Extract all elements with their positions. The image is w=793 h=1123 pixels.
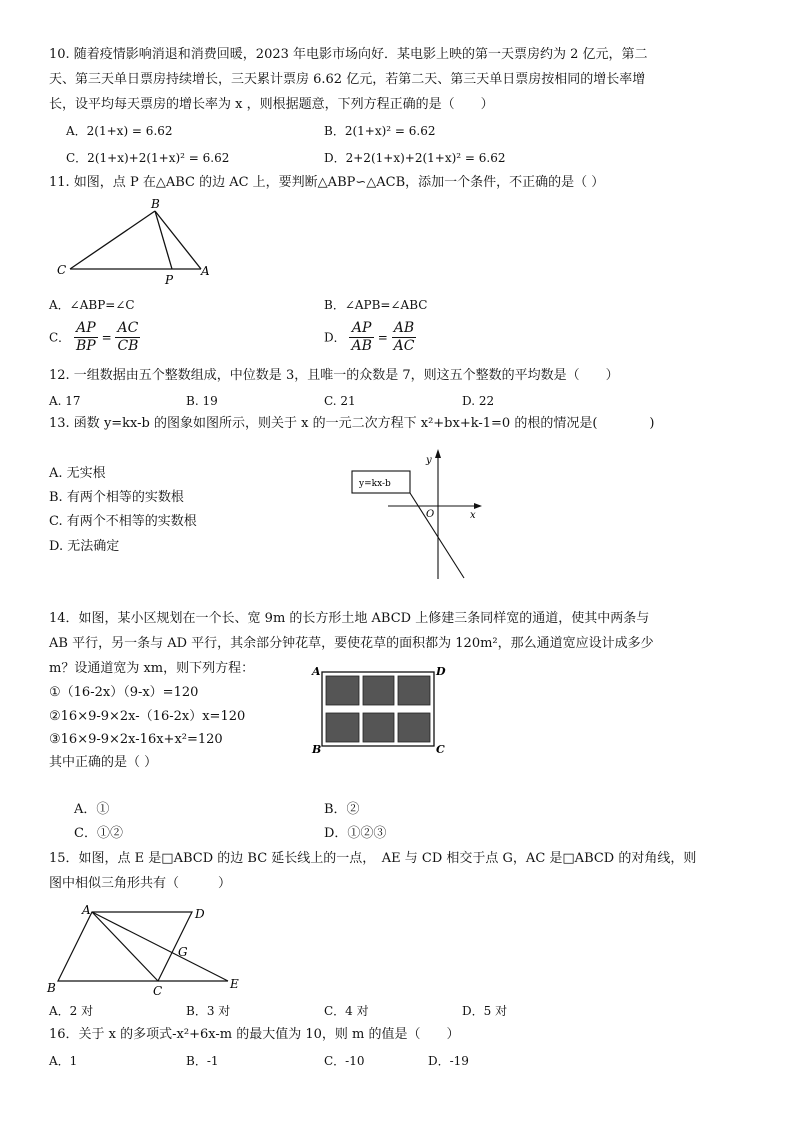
q11-option-d-fraction-2: $\frac{AB}{AC}$ [393, 320, 415, 354]
q11-option-b: B．∠APB=∠ABC [324, 298, 428, 312]
q15-label-g: G [178, 945, 188, 959]
q10-option-a: A．2(1+x) = 6.62 [66, 124, 173, 138]
q15-label-a: A [82, 903, 91, 917]
q13-graph-figure [348, 447, 488, 583]
q14-option-a: A．① [74, 802, 110, 817]
q10-option-c: C．2(1+x)+2(1+x)² = 6.62 [66, 151, 230, 165]
q12-stem: 12. 一组数据由五个整数组成，中位数是 3，且唯一的众数是 7，则这五个整数的平均数是（ ） [49, 368, 619, 383]
q11-option-d-prefix: D． [324, 330, 346, 345]
q14-label-b: B [312, 743, 322, 756]
q16-option-c: C．-10 [324, 1054, 365, 1068]
q11-segment-bp [155, 211, 172, 269]
q13-axis-y-label: y [426, 455, 432, 466]
q16-stem: 16．关于 x 的多项式-x²+6x-m 的最大值为 10，则 m 的值是（ ） [49, 1027, 460, 1042]
q11-option-c: C． $\frac{AP}{BP}$ = $\frac{AC}{CB}$ [49, 320, 139, 354]
q12-option-d: D. 22 [462, 394, 495, 408]
q11-label-p: P [165, 273, 174, 287]
q13-axis-x-label: x [470, 510, 476, 521]
q14-line2: AB 平行，另一条与 AD 平行，其余部分钟花草，要使花草的面积都为 120m²，那么通道宽应设计成多少 [49, 636, 654, 651]
q13-graph-label: y=kx-b [359, 479, 391, 489]
q15-parallelogram-figure [44, 900, 256, 998]
q14-label-c: C [436, 743, 445, 756]
q14-label-d: D [436, 665, 446, 678]
q16-option-a: A．1 [49, 1054, 78, 1068]
q13-x-arrow [474, 503, 482, 509]
q15-segment-ae [92, 912, 228, 981]
q11-label-c: C [57, 263, 67, 277]
q13-option-c: C. 有两个不相等的实数根 [49, 514, 197, 529]
q10-line1: 10. 随着疫情影响消退和消费回暖，2023 年电影市场向好．某电影上映的第一天票房约为 2 亿元，第二 [49, 47, 648, 62]
q12-option-c: C. 21 [324, 394, 356, 408]
q11-label-a: A [201, 264, 210, 278]
q14-equation-3: ③16×9-9×2x-16x+x²=120 [49, 732, 223, 747]
q14-question: 其中正确的是（ ） [49, 755, 158, 770]
q13-origin-label: O [426, 509, 435, 520]
q15-line2: 图中相似三角形共有（ ） [49, 876, 232, 891]
q14-option-b: B．② [324, 802, 360, 817]
q16-option-d: D．-19 [428, 1054, 469, 1068]
q13-option-a: A. 无实根 [49, 466, 106, 481]
q15-label-e: E [230, 977, 239, 991]
q14-rectangle-figure [310, 662, 452, 758]
q14-line3: m？设通道宽为 xm，则下列方程： [49, 661, 255, 676]
q15-line1: 15．如图，点 E 是□ABCD 的边 BC 延长线上的一点， AE 与 CD 相交于点 G，AC 是□ABCD 的对角线，则 [49, 851, 697, 866]
q10-line2: 天、第三天单日票房持续增长，三天累计票房 6.62 亿元，若第二天、第三天单日票房按相同的增长率增 [49, 72, 646, 87]
q11-option-c-fraction-2: $\frac{AC}{CB}$ [117, 320, 139, 354]
q12-option-a: A. 17 [49, 394, 81, 408]
q10-option-d: D．2+2(1+x)+2(1+x)² = 6.62 [324, 151, 506, 165]
q15-option-a: A．2 对 [49, 1004, 94, 1018]
q14-label-a: A [312, 665, 321, 678]
q15-option-c: C．4 对 [324, 1004, 369, 1018]
q14-line1: 14．如图，某小区规划在一个长、宽 9m 的长方形土地 ABCD 上修建三条同样宽的通道，使其中两条与 [49, 611, 650, 626]
q14-equation-2: ②16×9-9×2x-（16-2x）x=120 [49, 709, 246, 724]
q15-label-d: D [195, 907, 205, 921]
q14-equation-1: ①（16-2x）（9-x）=120 [49, 685, 199, 700]
q11-option-a: A．∠ABP=∠C [49, 298, 135, 312]
q11-side-ba [155, 211, 201, 269]
q10-option-b: B．2(1+x)² = 6.62 [324, 124, 436, 138]
q11-option-c-fraction-1: $\frac{AP}{BP}$ [76, 320, 96, 354]
q15-label-b: B [47, 981, 56, 995]
q11-option-d-fraction-1: $\frac{AP}{AB}$ [351, 320, 372, 354]
q10-line3: 长，设平均每天票房的增长率为 x ，则根据题意，下列方程正确的是（ ） [49, 97, 494, 112]
q11-option-d: D． $\frac{AP}{AB}$ = $\frac{AB}{AC}$ [324, 320, 415, 354]
q14-option-d: D．①②③ [324, 826, 387, 841]
q13-option-d: D. 无法确定 [49, 539, 120, 554]
q11-option-c-prefix: C． [49, 330, 71, 345]
q14-option-c: C．①② [74, 826, 123, 841]
q15-diagonal-ac [92, 912, 158, 981]
q13-option-b: B. 有两个相等的实数根 [49, 490, 184, 505]
q11-triangle-figure [55, 195, 225, 290]
q13-y-arrow [435, 449, 441, 458]
q12-option-b: B. 19 [186, 394, 218, 408]
q11-label-b: B [151, 197, 160, 211]
q15-label-c: C [153, 984, 163, 998]
q11-stem: 11. 如图，点 P 在△ABC 的边 AC 上，要判断△ABP∽△ACB，添加一个条件，不正确的是（ ） [49, 175, 605, 190]
q11-side-cb [70, 211, 155, 269]
q13-stem: 13. 函数 y=kx-b 的图象如图所示，则关于 x 的一元二次方程下 x²+bx+k-1=0 的根的情况是( ) [49, 416, 655, 431]
q15-option-b: B．3 对 [186, 1004, 231, 1018]
q16-option-b: B．-1 [186, 1054, 219, 1068]
q15-option-d: D．5 对 [462, 1004, 508, 1018]
